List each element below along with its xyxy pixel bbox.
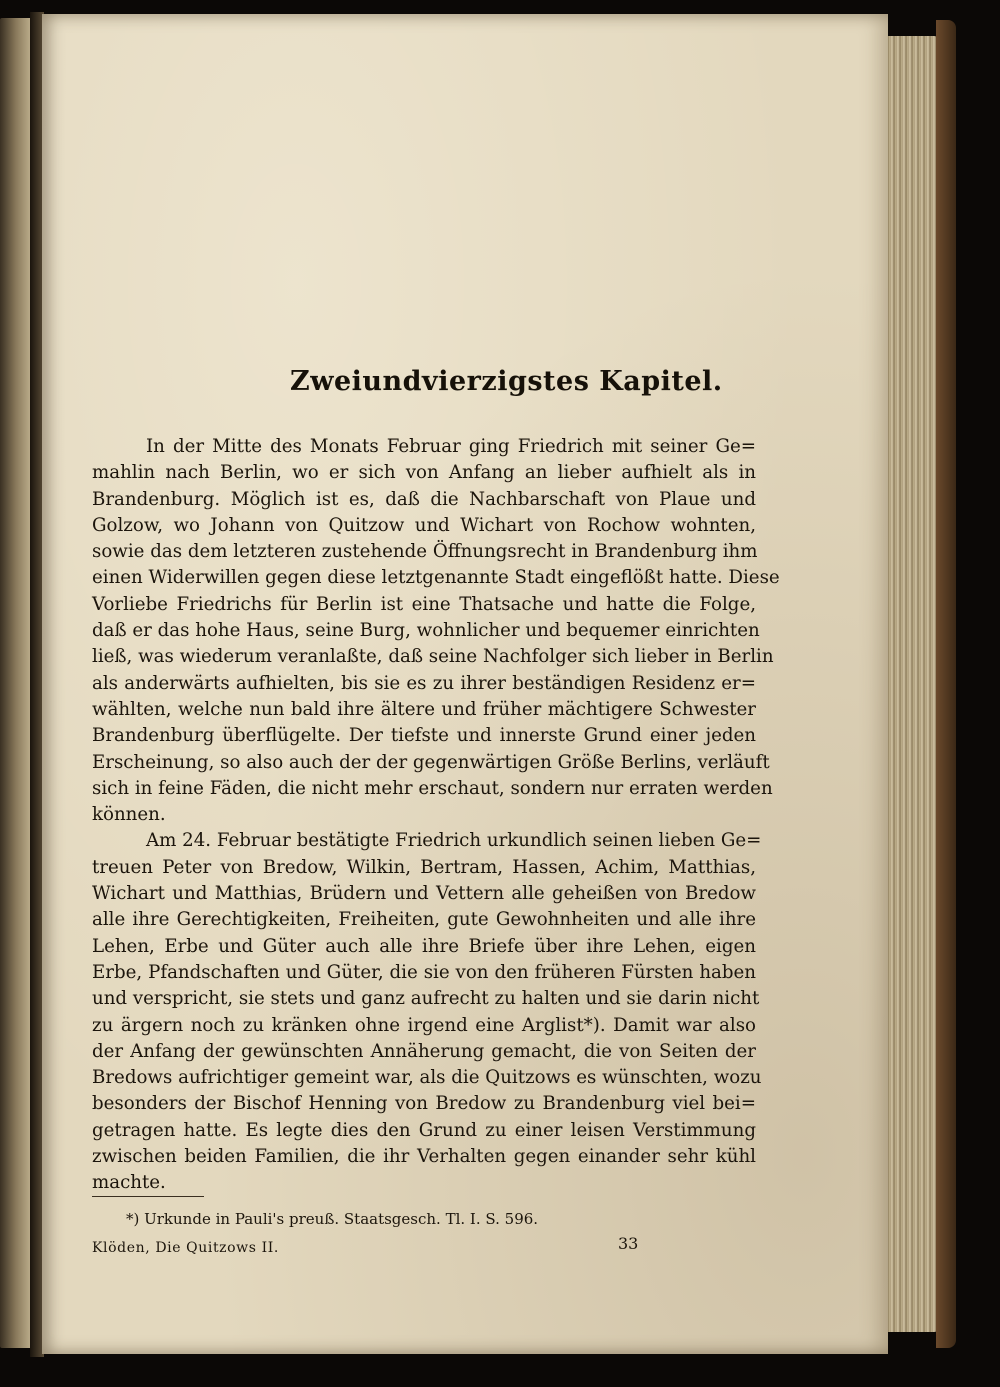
text-line: und verspricht, sie stets und ganz aufrecht zu halten und sie darin nicht: [92, 988, 760, 1010]
text-line: besonders der Bischof Henning von Bredow zu Brandenburg viel bei=: [92, 1093, 756, 1115]
text-line: wählten, welche nun bald ihre ältere und früher mächtigere Schwester: [92, 698, 756, 720]
paragraph-1: [92, 434, 780, 828]
text-line: der Anfang der gewünschten Annäherung gemacht, die von Seiten der: [92, 1040, 756, 1062]
text-line: mahlin nach Berlin, wo er sich von Anfang an lieber aufhielt als in: [92, 462, 756, 484]
text-line: In der Mitte des Monats Februar ging Friedrich mit seiner Ge=: [146, 436, 756, 457]
text-line: Golzow, wo Johann von Quitzow und Wichart von Rochow wohnten,: [92, 514, 756, 536]
footnote: *) Urkunde in Pauli's preuß. Staatsgesch. Tl. I. S. 596.: [126, 1210, 539, 1228]
text-line: daß er das hohe Haus, seine Burg, wohnlicher und bequemer einrichten: [92, 620, 760, 642]
text-line: als anderwärts aufhielten, bis sie es zu ihrer beständigen Residenz er=: [92, 672, 756, 694]
text-line: Erbe, Pfandschaften und Güter, die sie von den früheren Fürsten haben: [92, 961, 756, 983]
page-number: 33: [618, 1234, 639, 1253]
text-line: Brandenburg überflügelte. Der tiefste und innerste Grund einer jeden: [92, 725, 756, 747]
text-line: Vorliebe Friedrichs für Berlin ist eine Thatsache und hatte die Folge,: [92, 593, 756, 615]
text-line: zu ärgern noch zu kränken ohne irgend eine Arglist*). Damit war also: [92, 1014, 756, 1036]
text-line: einen Widerwillen gegen diese letztgenannte Stadt eingeflößt hatte. Diese: [92, 567, 780, 589]
text-line: Lehen, Erbe und Güter auch alle ihre Briefe über ihre Lehen, eigen: [92, 935, 756, 957]
text-line: sich in feine Fäden, die nicht mehr erschaut, sondern nur erraten werden: [92, 777, 773, 799]
text-line: Wichart und Matthias, Brüdern und Vettern alle geheißen von Bredow: [92, 883, 756, 905]
text-line: alle ihre Gerechtigkeiten, Freiheiten, gute Gewohnheiten und alle ihre: [92, 909, 756, 931]
text-line: Brandenburg. Möglich ist es, daß die Nachbarschaft von Plaue und: [92, 488, 756, 510]
paragraph-2: [92, 828, 762, 1196]
text-line: Bredows aufrichtiger gemeint war, als die Quitzows es wünschten, wozu: [92, 1067, 762, 1089]
printer-signature: Klöden, Die Quitzows II.: [92, 1240, 279, 1256]
text-line: Am 24. Februar bestätigte Friedrich urkundlich seinen lieben Ge=: [146, 830, 762, 852]
footnote-divider: [92, 1196, 204, 1197]
text-line: getragen hatte. Es legte dies den Grund zu einer leisen Verstimmung: [92, 1119, 756, 1141]
book-cover-edge: [936, 20, 956, 1348]
text-line: können.: [92, 804, 166, 826]
text-line: machte.: [92, 1172, 166, 1194]
text-line: zwischen beiden Familien, die ihr Verhalten gegen einander sehr kühl: [92, 1146, 756, 1168]
body-text: [92, 434, 780, 1197]
text-line: sowie das dem letzteren zustehende Öffnungsrecht in Brandenburg ihm: [92, 541, 758, 563]
chapter-title: Zweiundvierzigstes Kapitel.: [290, 366, 723, 397]
text-line: Erscheinung, so also auch der der gegenwärtigen Größe Berlins, verläuft: [92, 751, 770, 773]
text-line: ließ, was wiederum veranlaßte, daß seine Nachfolger sich lieber in Berlin: [92, 646, 774, 668]
text-line: treuen Peter von Bredow, Wilkin, Bertram, Hassen, Achim, Matthias,: [92, 856, 756, 878]
